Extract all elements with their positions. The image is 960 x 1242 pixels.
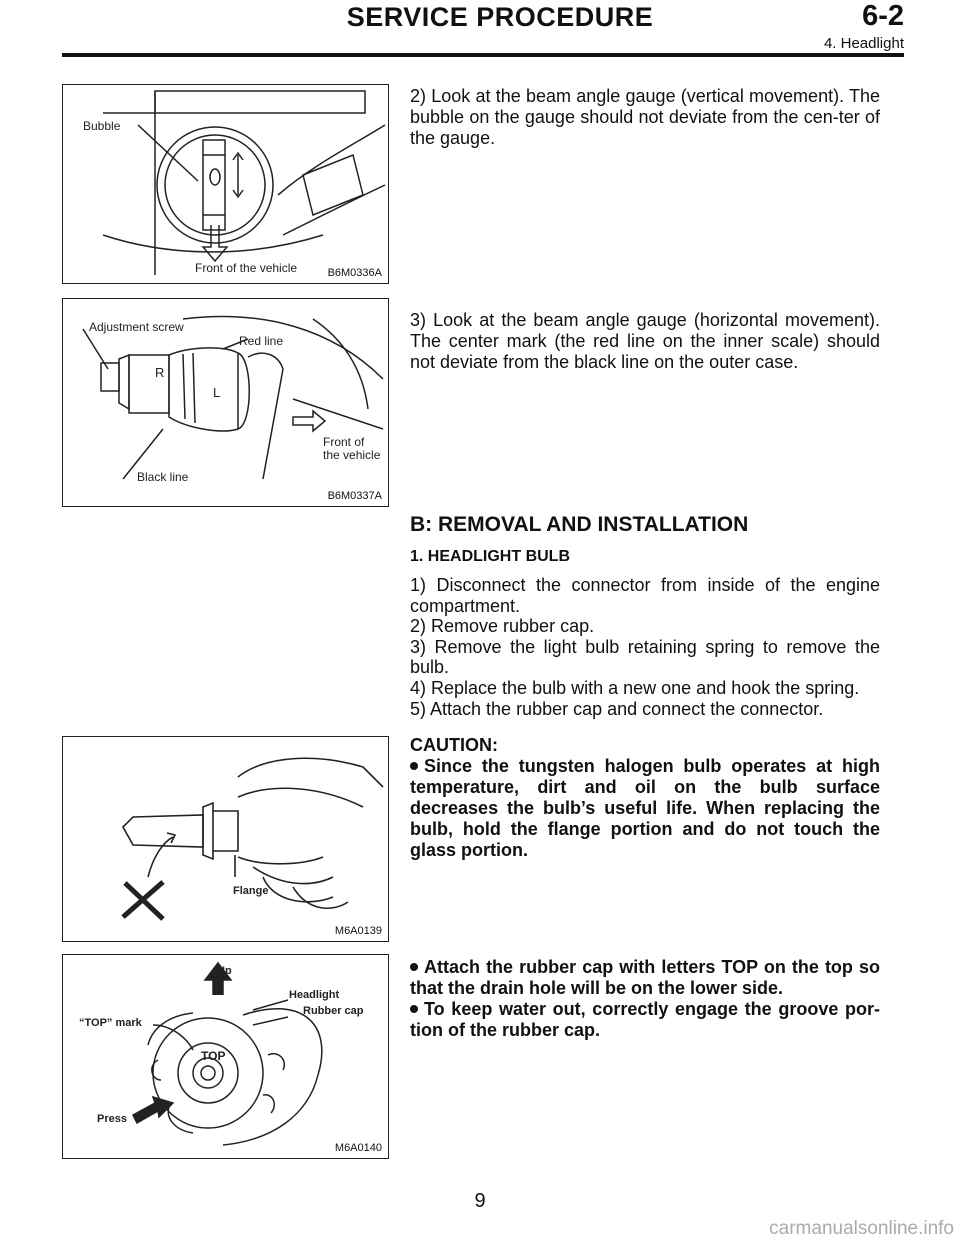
subsection-title: 4. Headlight — [823, 35, 904, 52]
figure-code: B6M0336A — [327, 267, 382, 279]
label-press: Press — [97, 1113, 127, 1125]
rubber-cap-illustration — [63, 955, 388, 1158]
step-item: 5) Attach the rubber cap and connect the connector. — [410, 698, 824, 719]
figure-rubber-cap — [62, 954, 389, 1159]
step-item: 4) Replace the bulb with a new one and hook the spring. — [410, 677, 860, 698]
bullet-icon — [410, 963, 418, 971]
bullet-icon — [410, 1005, 418, 1013]
figure-code: M6A0139 — [334, 925, 382, 937]
label-front-of-vehicle: Front of the vehicle — [195, 261, 298, 275]
label-rubber-cap: Rubber cap — [303, 1005, 364, 1017]
header-rule — [62, 53, 904, 57]
page-number: 9 — [474, 1190, 486, 1212]
caution-item: Since the tungsten halogen bulb operates at high temperature, dirt and oil on the bulb surface decreases the bulb’s useful life. When replacing the bulb, hold the flange portion and do not touch the glass portion. — [410, 756, 880, 860]
procedure-steps — [410, 575, 880, 719]
note-item: To keep water out, correctly engage the groove por-tion of the rubber cap. — [410, 999, 880, 1040]
subsection-heading: 1. HEADLIGHT BULB — [410, 548, 570, 565]
notes-list — [410, 957, 880, 1041]
bullet-icon — [410, 762, 418, 770]
caution-box — [410, 735, 880, 861]
section-number: 6-2 — [862, 0, 904, 32]
label-adjustment-screw: Adjustment screw — [89, 320, 184, 334]
step-item: 1) Disconnect the connector from inside of the engine compartment. — [410, 575, 880, 616]
figure-code: B6M0337A — [327, 490, 382, 502]
section-heading: B: REMOVAL AND INSTALLATION — [410, 513, 749, 536]
caution-title: CAUTION: — [410, 735, 498, 755]
paragraph-step-3: 3) Look at the beam angle gauge (horizontal movement). The center mark (the red line on the inner scale) should not deviate from the black line on the outer case. — [410, 310, 880, 372]
label-black-line: Black line — [137, 470, 189, 484]
label-l: L — [213, 385, 221, 400]
label-top-mark: “TOP” mark — [79, 1017, 142, 1029]
label-flange: Flange — [233, 885, 269, 897]
label-bubble: Bubble — [83, 119, 121, 133]
figure-code: M6A0140 — [334, 1142, 382, 1154]
figure-halogen-bulb — [62, 736, 389, 942]
note-item: Attach the rubber cap with letters TOP on the top so that the drain hole will be on the lower side. — [410, 957, 880, 998]
figure-horizontal-gauge — [62, 298, 389, 507]
label-headlight: Headlight — [289, 989, 340, 1001]
gauge-illustration — [63, 85, 388, 283]
page-header-title: SERVICE PROCEDURE — [346, 2, 654, 32]
label-front-of-2: the vehicle — [323, 448, 381, 462]
step-item: 3) Remove the light bulb retaining spring to remove the bulb. — [410, 636, 880, 678]
watermark: carmanualsonline.info — [769, 1218, 954, 1239]
paragraph-step-2: 2) Look at the beam angle gauge (vertical movement). The bubble on the gauge should not deviate from the cen-ter of the gauge. — [410, 86, 880, 148]
step-item: 2) Remove rubber cap. — [410, 616, 595, 637]
label-front-of-1: Front of — [323, 435, 365, 449]
label-red-line: Red line — [239, 334, 284, 348]
label-top: TOP — [201, 1049, 226, 1063]
label-up: Up — [217, 965, 232, 977]
figure-bubble-gauge — [62, 84, 389, 284]
bulb-illustration — [63, 737, 388, 941]
label-r: R — [155, 365, 165, 380]
